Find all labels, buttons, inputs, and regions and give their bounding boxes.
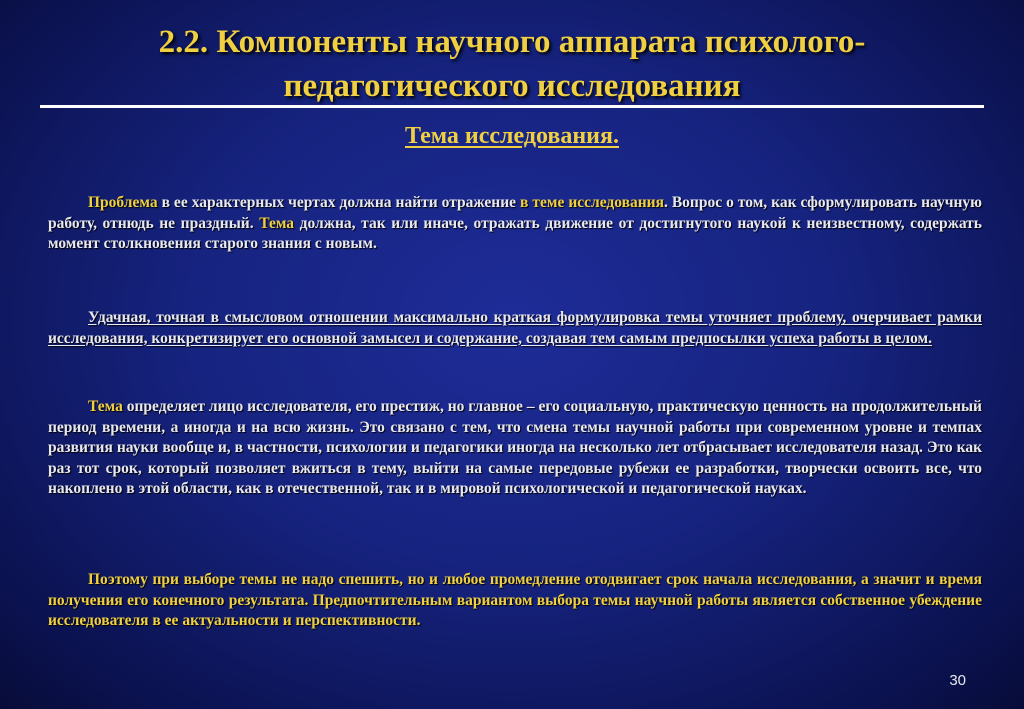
slide-title-line2: педагогического исследования — [283, 68, 741, 104]
paragraph-topic-significance — [48, 397, 982, 500]
title-divider — [40, 105, 984, 108]
p1-text-1: в ее характерных чертах должна найти отражение — [157, 194, 521, 211]
paragraph-problem — [48, 193, 982, 255]
page-number: 30 — [949, 672, 966, 689]
section-subtitle-text: Тема исследования. — [404, 123, 619, 149]
p1-text-3: должна, так или иначе, отражать движение от достигнутого наукой к неизвестному, содержать момент столкновения старого знания с новым. — [48, 214, 982, 253]
paragraph-formulation: Удачная, точная в смысловом отношении максимально краткая формулировка темы уточняет проблему, очерчивает рамки исследования, конкретизирует его основной замысел и содержание, создавая тем самым предпосылки успеха работы в целом. — [48, 309, 982, 347]
p3-text: определяет лицо исследователя, его престиж, но главное – его социальную, практическую ценность на продолжительный период времени, а иногда и на всю жизнь. Это связано с тем, что смена темы научной работы при современном уровне и темпах развития науки вообще и, в частности, психологии и педагогики иногда на несколько лет отбрасывает исследователя назад. Это как раз тот срок, который позволяет вжиться в тему, выйти на самые передовые рубежи ее разработки, творчески освоить все, что накоплено в этой области, как в отечественной, так и в мировой психологической и педагогической науках. — [48, 398, 982, 498]
paragraph-conclusion: Поэтому при выборе темы не надо спешить, но и любое промедление отодвигает срок начала исследования, а значит и время получения его конечного результата. Предпочтительным вариантом выбора темы научной работы является собственное убеждение исследователя в ее актуальности и перспективности. — [48, 571, 982, 630]
term-research-topic: в теме исследования — [520, 194, 664, 211]
p1-text-2: . Вопрос о том, как сформулировать научную работу, отнюдь не праздный. — [48, 194, 983, 232]
term-problem: Проблема — [88, 194, 158, 211]
slide-title — [40, 20, 984, 108]
term-topic: Тема — [259, 214, 295, 232]
slide-title-line1: 2.2. Компоненты научного аппарата психолого- — [158, 24, 866, 60]
section-subtitle — [0, 120, 1024, 152]
term-topic-2: Тема — [88, 398, 123, 415]
